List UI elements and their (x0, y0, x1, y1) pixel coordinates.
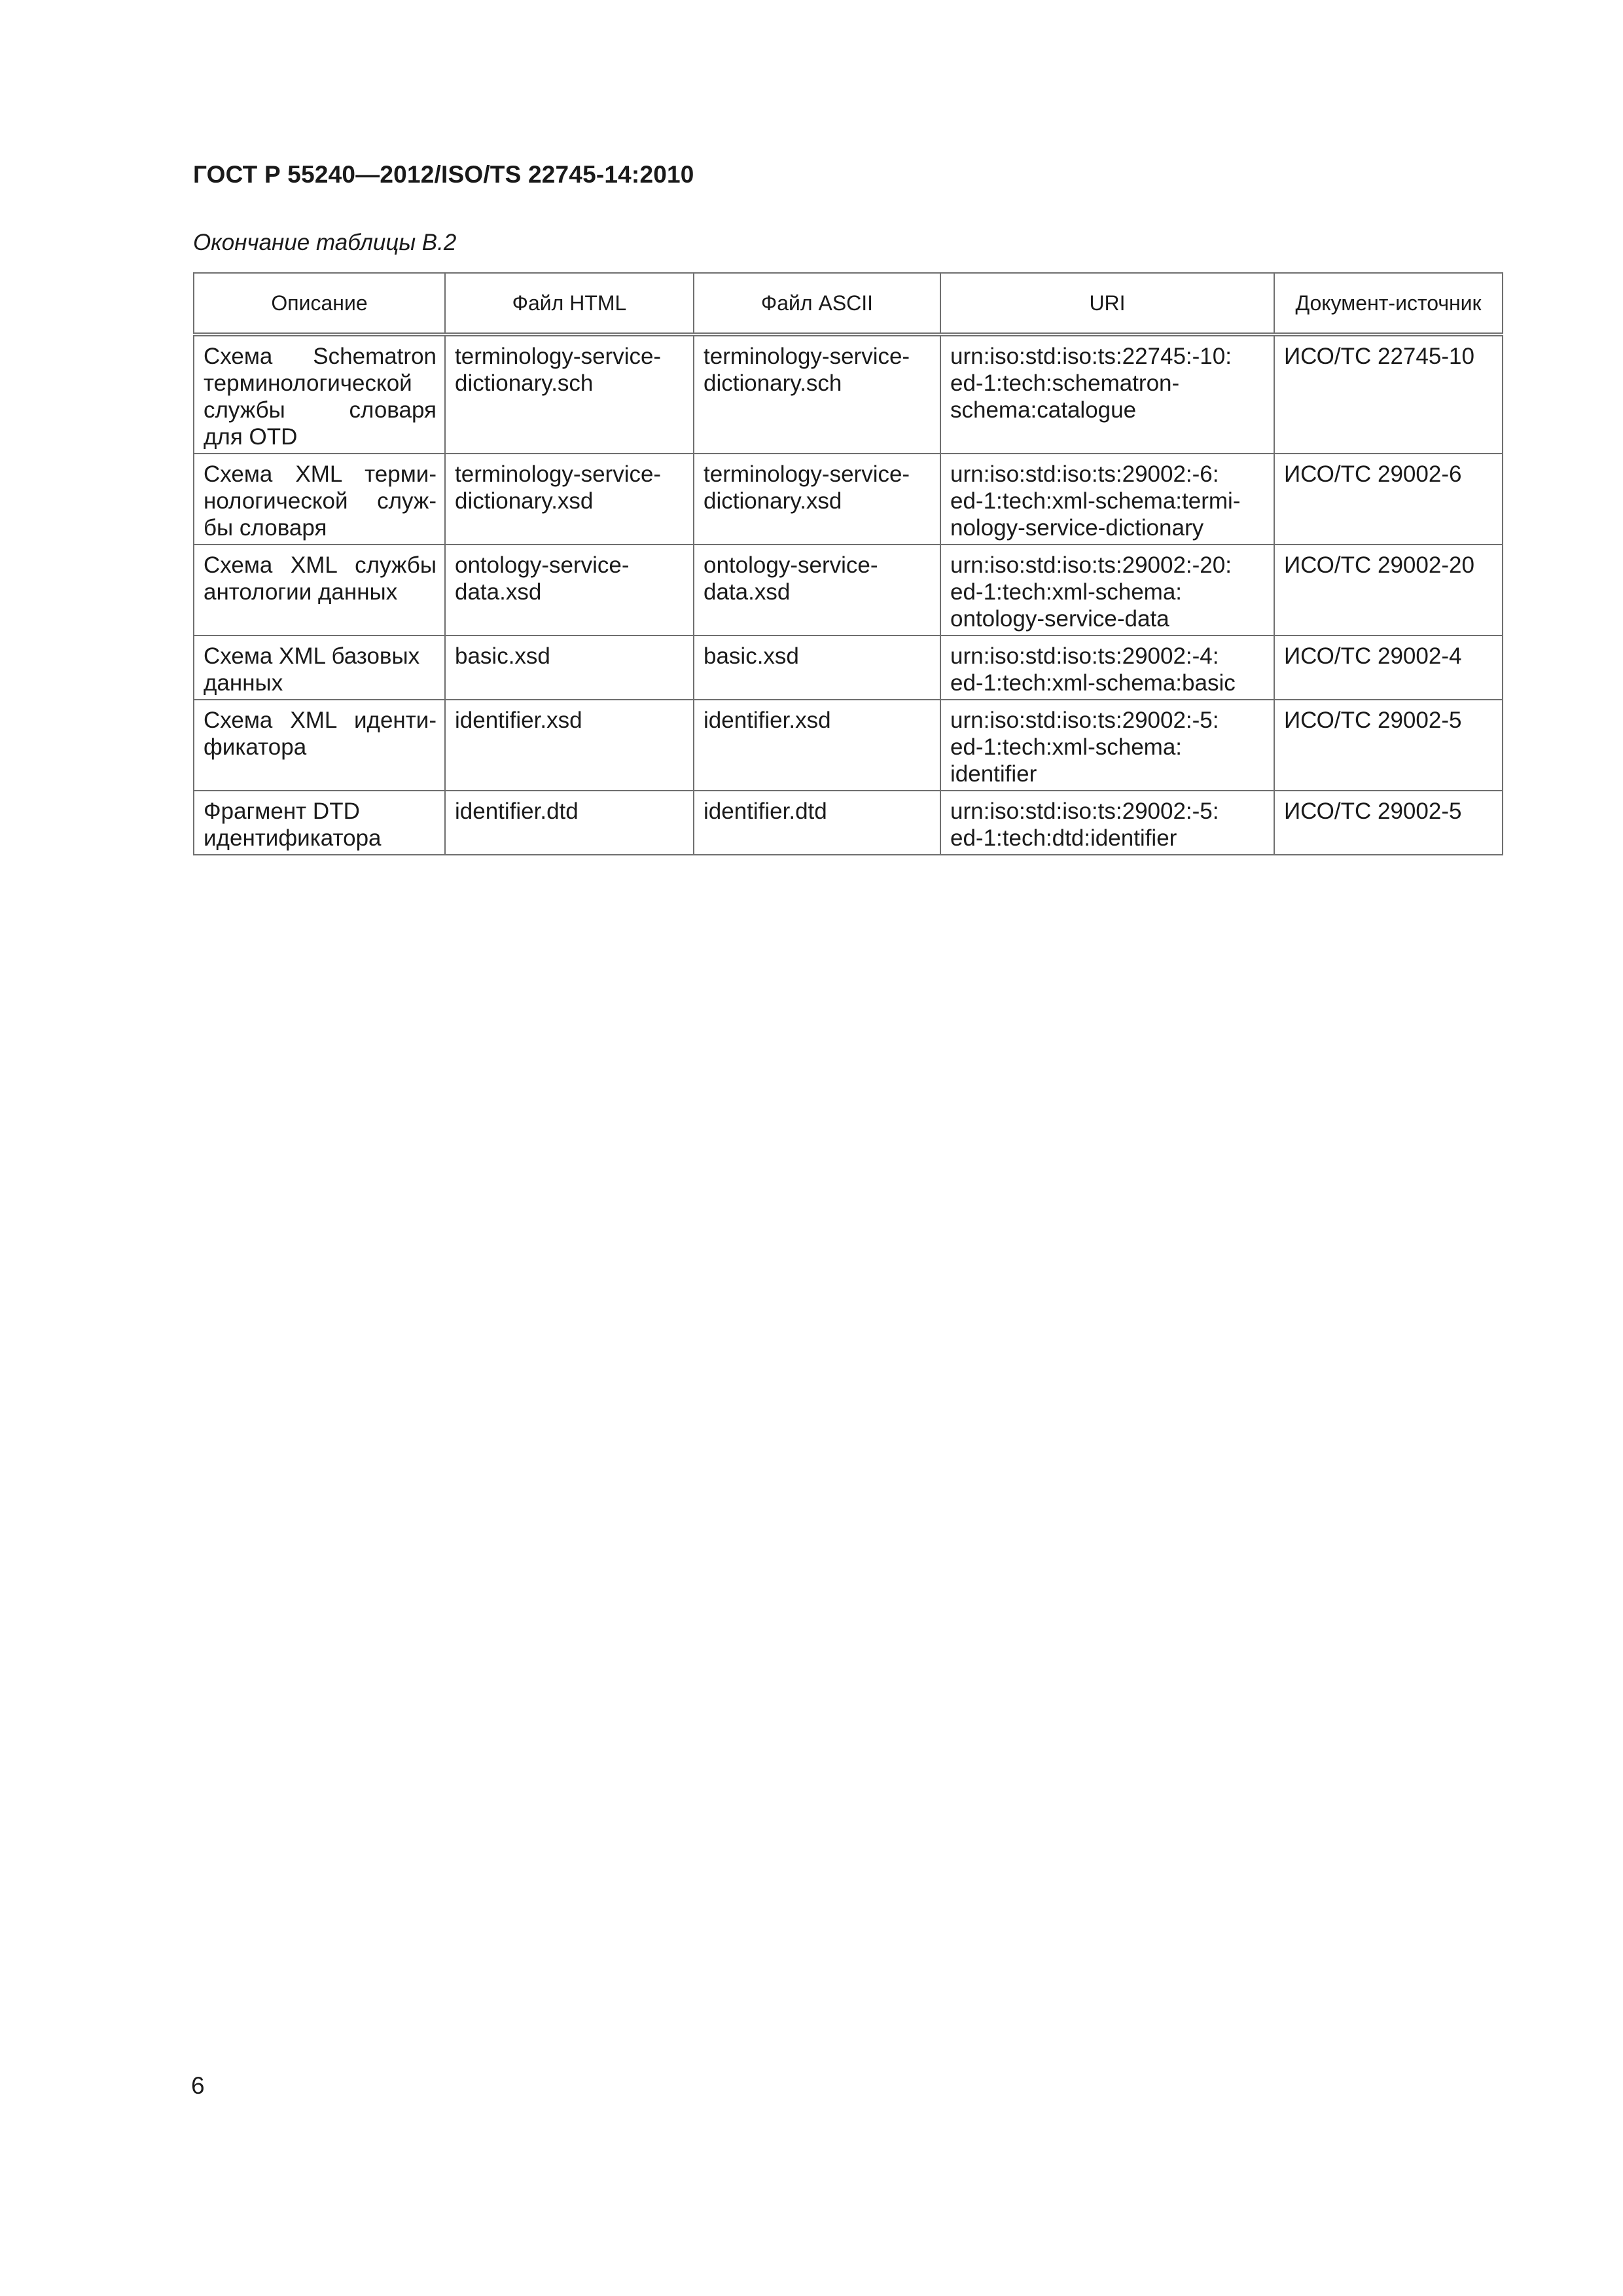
cell-line: Схема XML службы (204, 552, 437, 578)
table-row (194, 700, 1503, 791)
cell-uri (940, 454, 1274, 545)
table-caption: Окончание таблицы В.2 (193, 230, 457, 255)
cell-source-document: ИСО/ТС 22745-10 (1274, 334, 1503, 454)
cell-line: Фрагмент DTD (204, 798, 360, 824)
cell-uri (940, 334, 1274, 454)
cell-line: urn:iso:std:iso:ts:29002:-5: (950, 798, 1219, 824)
cell-description (194, 454, 445, 545)
column-header-source-document: Документ-источник (1274, 273, 1503, 334)
cell-uri (940, 791, 1274, 855)
cell-line: ontology-service-data (950, 606, 1169, 632)
document-standard-header: ГОСТ Р 55240—2012/ISO/TS 22745-14:2010 (193, 161, 694, 188)
cell-html-file (445, 791, 694, 855)
column-header-ascii-file: Файл ASCII (694, 273, 940, 334)
cell-line: terminology-service- (704, 461, 910, 487)
cell-line: urn:iso:std:iso:ts:29002:-6: (950, 461, 1219, 487)
cell-line: службы словаря (204, 397, 437, 423)
cell-uri (940, 545, 1274, 636)
cell-html-file (445, 636, 694, 700)
cell-uri (940, 636, 1274, 700)
cell-source-document: ИСО/ТС 29002-5 (1274, 700, 1503, 791)
cell-ascii-file (694, 791, 940, 855)
cell-html-file (445, 545, 694, 636)
cell-line: идентификатора (204, 825, 382, 851)
cell-html-file (445, 334, 694, 454)
cell-line: ontology-service- (704, 552, 878, 578)
cell-line: urn:iso:std:iso:ts:29002:-20: (950, 552, 1232, 578)
cell-line: dictionary.xsd (455, 488, 594, 514)
cell-line: антологии данных (204, 579, 398, 605)
table-row (194, 334, 1503, 454)
cell-line: нологической служ- (204, 488, 437, 514)
cell-description (194, 334, 445, 454)
table-row (194, 791, 1503, 855)
cell-html-file (445, 454, 694, 545)
cell-source-document: ИСО/ТС 29002-6 (1274, 454, 1503, 545)
cell-line: ed-1:tech:schematron- (950, 370, 1180, 396)
cell-line: бы словаря (204, 515, 327, 541)
cell-line: фикатора (204, 734, 307, 760)
cell-line: ed-1:tech:xml-schema: (950, 734, 1183, 760)
cell-ascii-file (694, 636, 940, 700)
specification-table (193, 272, 1503, 855)
cell-line: ed-1:tech:xml-schema: (950, 579, 1183, 605)
cell-line: dictionary.sch (704, 370, 842, 396)
table-row (194, 545, 1503, 636)
cell-line: terminology-service- (455, 461, 662, 487)
cell-line: urn:iso:std:iso:ts:29002:-4: (950, 643, 1219, 669)
cell-line: Схема XML терми- (204, 461, 437, 487)
column-header-description: Описание (194, 273, 445, 334)
cell-line: urn:iso:std:iso:ts:29002:-5: (950, 708, 1219, 733)
cell-line: identifier.xsd (455, 708, 582, 733)
column-header-uri: URI (940, 273, 1274, 334)
cell-line: ed-1:tech:xml-schema:basic (950, 670, 1236, 696)
cell-line: urn:iso:std:iso:ts:22745:-10: (950, 344, 1232, 369)
cell-line: Схема XML иденти- (204, 708, 437, 733)
cell-line: basic.xsd (455, 643, 550, 669)
cell-line: basic.xsd (704, 643, 799, 669)
table-header-row (194, 273, 1503, 334)
cell-html-file (445, 700, 694, 791)
cell-uri (940, 700, 1274, 791)
cell-line: data.xsd (455, 579, 542, 605)
cell-description (194, 636, 445, 700)
cell-line: Схема XML базовых (204, 643, 420, 669)
cell-line: identifier.xsd (704, 708, 831, 733)
cell-line: ed-1:tech:dtd:identifier (950, 825, 1177, 851)
cell-line: data.xsd (704, 579, 791, 605)
cell-description (194, 791, 445, 855)
cell-line: для OTD (204, 424, 298, 450)
cell-line: schema:catalogue (950, 397, 1137, 423)
cell-ascii-file (694, 700, 940, 791)
cell-line: ontology-service- (455, 552, 630, 578)
cell-line: терминологической (204, 370, 412, 396)
table-row (194, 454, 1503, 545)
cell-line: terminology-service- (704, 344, 910, 369)
cell-line: nology-service-dictionary (950, 515, 1204, 541)
cell-line: ed-1:tech:xml-schema:termi- (950, 488, 1241, 514)
cell-line: identifier.dtd (455, 798, 579, 824)
page-number: 6 (191, 2072, 205, 2099)
cell-ascii-file (694, 334, 940, 454)
cell-source-document: ИСО/ТС 29002-5 (1274, 791, 1503, 855)
cell-ascii-file (694, 545, 940, 636)
cell-line: identifier (950, 761, 1037, 787)
cell-source-document: ИСО/ТС 29002-4 (1274, 636, 1503, 700)
cell-line: dictionary.sch (455, 370, 594, 396)
cell-line: terminology-service- (455, 344, 662, 369)
cell-line: identifier.dtd (704, 798, 827, 824)
cell-ascii-file (694, 454, 940, 545)
table-row (194, 636, 1503, 700)
cell-description (194, 545, 445, 636)
cell-line: dictionary.xsd (704, 488, 842, 514)
column-header-html-file: Файл HTML (445, 273, 694, 334)
cell-description (194, 700, 445, 791)
cell-line: данных (204, 670, 283, 696)
cell-source-document: ИСО/ТС 29002-20 (1274, 545, 1503, 636)
cell-line: Схема Schematron (204, 344, 437, 369)
